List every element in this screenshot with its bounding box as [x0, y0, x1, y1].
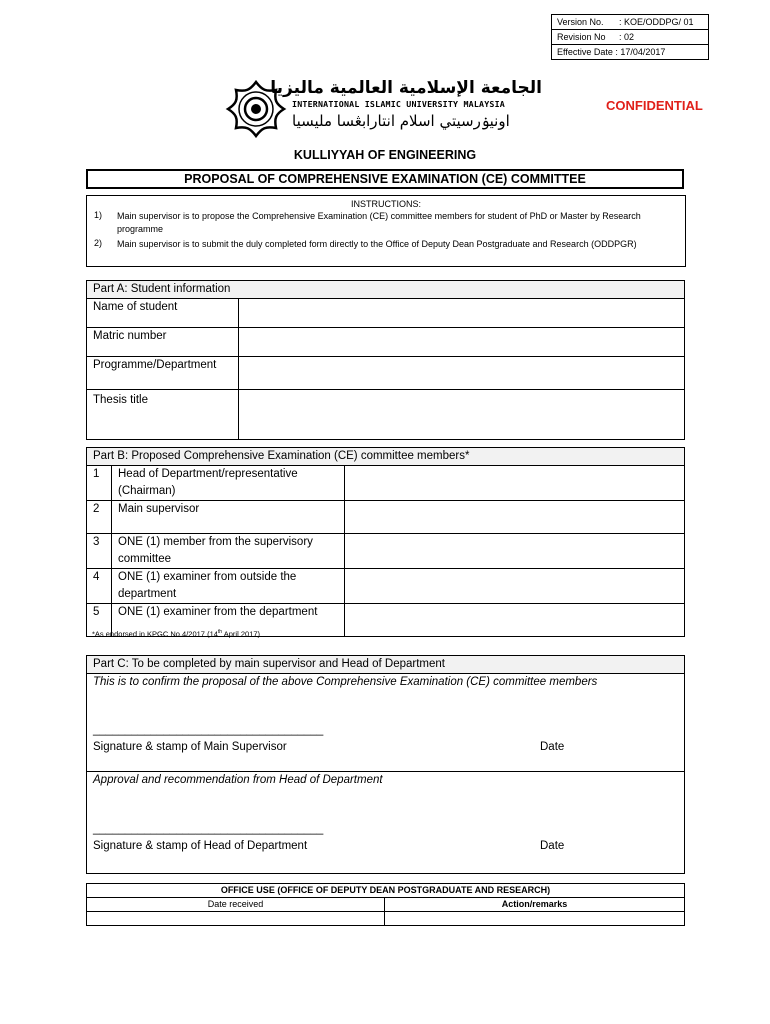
member-name-input[interactable] — [345, 534, 685, 569]
member-name-input[interactable] — [345, 604, 685, 637]
instructions-box — [86, 195, 686, 267]
member-role: Main supervisor — [112, 501, 345, 534]
field-input-name[interactable] — [239, 299, 685, 328]
instruction-number: 2) — [94, 238, 103, 248]
supervisor-confirmation-section — [87, 674, 685, 772]
member-number: 5 — [87, 604, 112, 637]
hod-date-label: Date — [540, 840, 565, 852]
member-role: Head of Department/representative (Chairman) — [112, 466, 345, 501]
effective-date-label: Effective Date — [557, 47, 613, 57]
part-a-heading: Part A: Student information — [87, 281, 685, 299]
instruction-text: Main supervisor is to propose the Comprehensive Examination (CE) committee members for student of PhD or Master by Research programme — [117, 211, 641, 234]
member-number: 4 — [87, 569, 112, 604]
approval-text: Approval and recommendation from Head of Department — [93, 774, 383, 786]
note-superscript: th — [217, 629, 223, 635]
member-name-input[interactable] — [345, 569, 685, 604]
instruction-number: 1) — [94, 210, 103, 220]
member-number: 1 — [87, 466, 112, 501]
supervisor-signature-label: Signature & stamp of Main Supervisor — [93, 741, 287, 753]
university-name-jawi: اونيۏرسيتي اسلام انتارابڠسا مليسيا — [292, 112, 510, 130]
effective-date-value: : 17/04/2017 — [615, 47, 666, 57]
action-remarks-header: Action/remarks — [385, 898, 685, 912]
version-label: Version No. — [557, 17, 604, 27]
confirmation-text: This is to confirm the proposal of the above Comprehensive Examination (CE) committee members — [93, 676, 598, 688]
office-use-heading: OFFICE USE (OFFICE OF DEPUTY DEAN POSTGRADUATE AND RESEARCH) — [87, 884, 685, 898]
instruction-text: Main supervisor is to submit the duly completed form directly to the Office of Deputy Dean Postgraduate and Research (ODDPGR) — [117, 239, 637, 249]
revision-label: Revision No — [557, 32, 606, 42]
effective-date-row — [552, 45, 708, 59]
date-received-cell[interactable] — [87, 912, 385, 926]
revision-row — [552, 30, 708, 45]
supervisor-signature-line[interactable]: ____________________________________ — [93, 724, 324, 736]
part-a-table — [86, 280, 685, 440]
part-b-table — [86, 447, 685, 637]
field-label-name: Name of student — [87, 299, 239, 328]
hod-signature-label: Signature & stamp of Head of Department — [93, 840, 308, 852]
member-role: ONE (1) member from the supervisory committee — [112, 534, 345, 569]
field-input-thesis[interactable] — [239, 390, 685, 440]
member-role: ONE (1) examiner from the department — [112, 604, 345, 637]
date-received-header: Date received — [87, 898, 385, 912]
kulliyyah-heading: KULLIYYAH OF ENGINEERING — [293, 148, 477, 162]
part-c-heading: Part C: To be completed by main supervisor and Head of Department — [87, 656, 685, 674]
member-number: 3 — [87, 534, 112, 569]
member-name-input[interactable] — [345, 501, 685, 534]
note-suffix: April 2017) — [222, 629, 261, 639]
note-prefix: *As endorsed in KPGC No.4/2017 (14 — [92, 629, 218, 639]
university-name-arabic: الجامعة الإسلامية العالمية ماليزيا — [270, 78, 542, 98]
university-name-english: INTERNATIONAL ISLAMIC UNIVERSITY MALAYSIA — [292, 99, 506, 109]
part-b-heading: Part B: Proposed Comprehensive Examination (CE) committee members* — [87, 448, 685, 466]
field-input-programme[interactable] — [239, 357, 685, 390]
member-role: ONE (1) examiner from outside the department — [112, 569, 345, 604]
document-control-box — [551, 14, 709, 60]
field-input-matric[interactable] — [239, 328, 685, 357]
action-remarks-cell[interactable] — [385, 912, 685, 926]
instructions-heading: INSTRUCTIONS: — [350, 199, 421, 209]
member-number: 2 — [87, 501, 112, 534]
university-name-logotype — [270, 78, 542, 138]
revision-value: : 02 — [619, 32, 635, 42]
member-name-input[interactable] — [345, 466, 685, 501]
field-label-thesis: Thesis title — [87, 390, 239, 440]
confidential-label: CONFIDENTIAL — [606, 98, 703, 113]
endorsement-note — [92, 629, 260, 639]
field-label-programme: Programme/Department — [87, 357, 239, 390]
version-row — [552, 15, 708, 30]
office-use-table — [86, 883, 685, 926]
hod-approval-section — [87, 772, 685, 874]
field-label-matric: Matric number — [87, 328, 239, 357]
hod-signature-line[interactable]: ____________________________________ — [93, 823, 324, 835]
version-value: : KOE/ODDPG/ 01 — [619, 17, 694, 27]
supervisor-date-label: Date — [540, 741, 565, 753]
part-c-table — [86, 655, 685, 874]
form-title: PROPOSAL OF COMPREHENSIVE EXAMINATION (CE) COMMITTEE — [86, 169, 684, 189]
